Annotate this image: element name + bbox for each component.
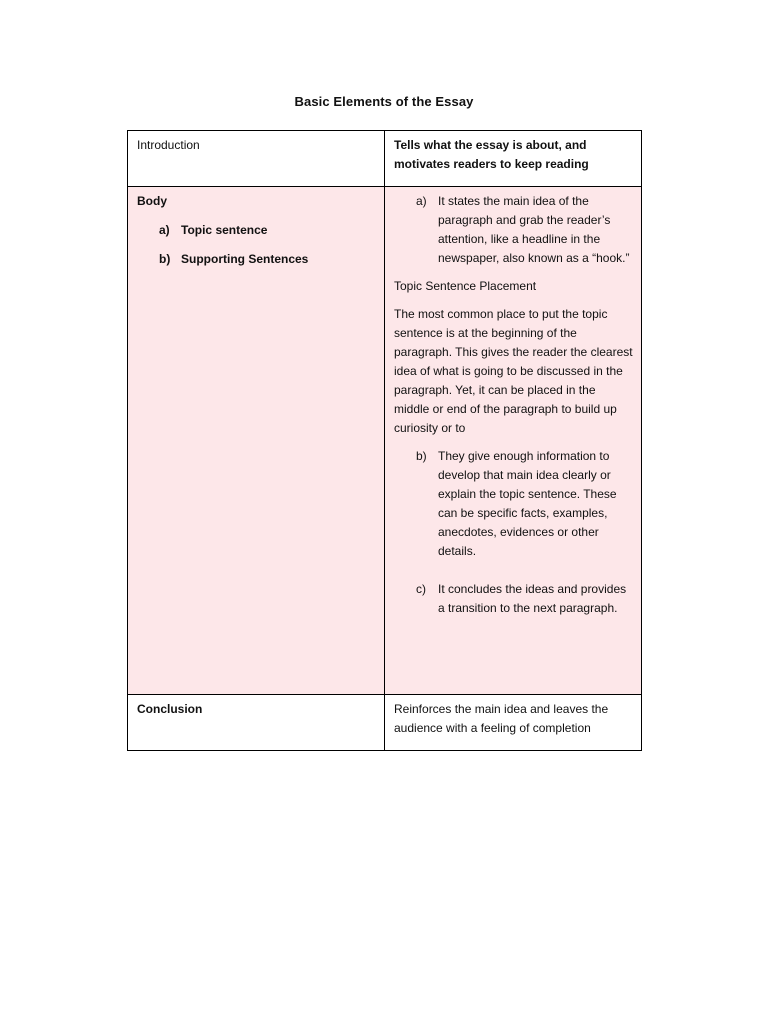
list-item bbox=[159, 221, 376, 240]
list-marker: b) bbox=[159, 252, 171, 266]
point-c-list bbox=[394, 580, 633, 618]
body-sub-list bbox=[137, 221, 376, 269]
list-marker: b) bbox=[416, 449, 427, 463]
introduction-description-cell bbox=[385, 131, 642, 187]
body-description-cell bbox=[385, 187, 642, 695]
topic-sentence-label: Topic sentence bbox=[181, 223, 268, 237]
placement-text: The most common place to put the topic sentence is at the beginning of the paragraph. This gives the reader the clearest idea of what is going to be discussed in the paragraph. Yet, it can be placed in the middle or end of the paragraph to build up curiosity or to bbox=[394, 307, 633, 435]
body-label-cell bbox=[128, 187, 385, 695]
list-item bbox=[416, 580, 633, 618]
page-title: Basic Elements of the Essay bbox=[294, 94, 474, 109]
essay-elements-table bbox=[127, 130, 642, 751]
point-b-list bbox=[394, 447, 633, 561]
point-b-text: They give enough information to develop that main idea clearly or explain the topic sentence. These can be specific facts, examples, anecdotes, evidences or other details. bbox=[438, 449, 617, 558]
placement-heading: Topic Sentence Placement bbox=[394, 279, 537, 293]
introduction-label: Introduction bbox=[137, 138, 200, 152]
list-item bbox=[416, 192, 633, 268]
supporting-sentences-label: Supporting Sentences bbox=[181, 252, 309, 266]
point-c-text: It concludes the ideas and provides a transition to the next paragraph. bbox=[438, 582, 627, 615]
list-item bbox=[159, 250, 376, 269]
list-item bbox=[416, 447, 633, 561]
conclusion-label-cell bbox=[128, 695, 385, 751]
table-row-introduction bbox=[128, 131, 642, 187]
table-row-conclusion bbox=[128, 695, 642, 751]
conclusion-label: Conclusion bbox=[137, 702, 203, 716]
conclusion-description-cell bbox=[385, 695, 642, 751]
point-a-text: It states the main idea of the paragraph and grab the reader’s attention, like a headline in the newspaper, also known as a “hook.” bbox=[438, 194, 630, 265]
table-row-body bbox=[128, 187, 642, 695]
conclusion-description: Reinforces the main idea and leaves the audience with a feeling of completion bbox=[394, 702, 609, 735]
body-label: Body bbox=[137, 194, 167, 208]
list-marker: c) bbox=[416, 582, 426, 596]
list-marker: a) bbox=[159, 223, 170, 237]
point-a-list bbox=[394, 192, 633, 268]
introduction-description: Tells what the essay is about, and motivates readers to keep reading bbox=[394, 138, 589, 171]
list-marker: a) bbox=[416, 194, 427, 208]
introduction-label-cell bbox=[128, 131, 385, 187]
